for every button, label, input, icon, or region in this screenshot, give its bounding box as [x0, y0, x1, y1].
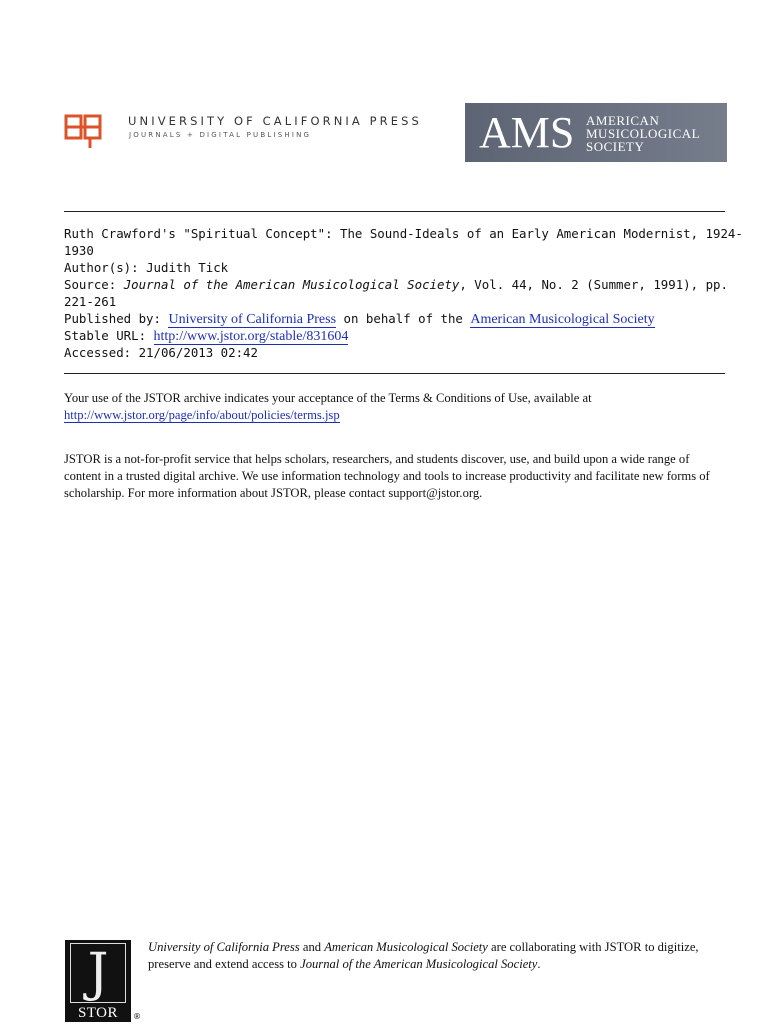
stable-url-label: Stable URL:: [64, 328, 147, 343]
ucp-subtitle: JOURNALS + DIGITAL PUBLISHING: [129, 131, 312, 139]
divider-bottom: [64, 373, 725, 374]
ams-name-line: AMERICAN: [586, 113, 660, 128]
society-link[interactable]: American Musicological Society: [470, 312, 655, 327]
terms-link[interactable]: http://www.jstor.org/page/info/about/policies/terms.jsp: [64, 408, 340, 422]
footer-collaboration-text: [148, 939, 733, 973]
footer-journal: Journal of the American Musicological Society: [300, 957, 538, 971]
ams-name-line: SOCIETY: [586, 139, 645, 154]
ams-name-line: MUSICOLOGICAL: [586, 126, 701, 141]
published-by-label: Published by:: [64, 311, 161, 326]
authors: Judith Tick: [146, 260, 229, 275]
on-behalf-text: on behalf of the: [343, 311, 463, 326]
jstor-logo-word: STOR: [77, 1005, 119, 1021]
footer-end: .: [537, 957, 541, 971]
ams-name: [586, 114, 700, 153]
article-title: Ruth Crawford's "Spiritual Concept": The Sound-Ideals of an Early American Modernist, 1924-: [64, 226, 743, 241]
stable-url-line: [64, 327, 729, 344]
article-title-cont: 1930: [64, 243, 94, 258]
ams-logo: [465, 103, 727, 162]
published-by-line: [64, 310, 729, 327]
journal-title: Journal of the American Musicological Society: [123, 277, 460, 292]
footer-society: American Musicological Society: [324, 940, 488, 954]
terms-text: Your use of the JSTOR archive indicates your acceptance of the Terms & Conditions of Use, available at: [64, 391, 592, 405]
footer-and: and: [302, 940, 322, 954]
source-label: Source:: [64, 277, 117, 292]
jstor-logo-letter: J: [70, 943, 126, 1003]
authors-line: [64, 259, 729, 276]
citation-block: [64, 225, 743, 361]
source-details: , Vol. 44, No. 2 (Summer, 1991), pp.: [459, 277, 728, 292]
footer-publisher: University of California Press: [148, 940, 300, 954]
publisher-link[interactable]: University of California Press: [168, 312, 337, 327]
ucp-title: UNIVERSITY OF CALIFORNIA PRESS: [128, 114, 422, 128]
terms-paragraph: [64, 390, 724, 424]
jstor-logo: [65, 940, 131, 1022]
authors-label: Author(s):: [64, 260, 139, 275]
stable-url-link[interactable]: http://www.jstor.org/stable/831604: [153, 329, 349, 344]
about-paragraph: JSTOR is a not-for-profit service that helps scholars, researchers, and students discover, use, and build upon a wide range of content in a trusted digital archive. We use information technology and tools to increase productivity and facilitate new forms of scholarship. For more information about JSTOR, please contact support@jstor.org.: [64, 452, 710, 500]
pages: 221-261: [64, 294, 117, 309]
ucp-logo-icon: [64, 112, 102, 150]
divider-top: [64, 211, 725, 212]
footer-collab: are collaborating with JSTOR to digitize, preserve and extend access to: [148, 940, 699, 971]
source-line: [64, 276, 729, 293]
ams-abbr: AMS: [479, 108, 575, 157]
registered-mark: ®: [133, 1012, 141, 1021]
accessed-date: Accessed: 21/06/2013 02:42: [64, 345, 258, 360]
